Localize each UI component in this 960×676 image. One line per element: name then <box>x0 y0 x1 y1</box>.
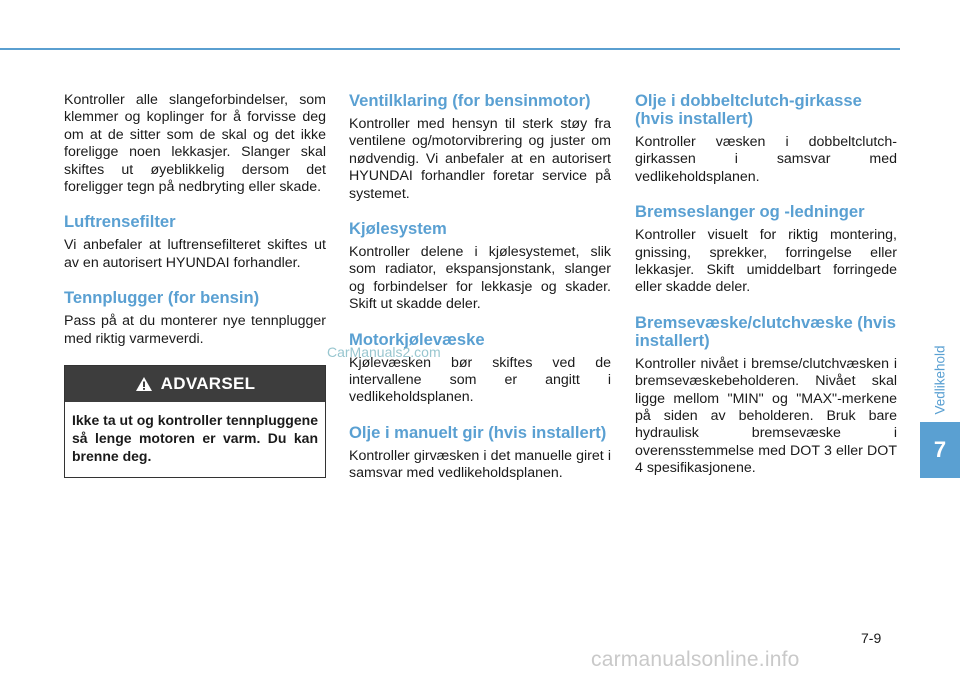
chapter-side-label: Vedlikehold <box>932 345 948 415</box>
brake-fluid-text: Kontroller nivået i bremse/clutchvæsken i bremsevæskebeholderen. Nivået skal ligge mellom "MIN" og "MAX"-merkene på siden av beholderen. Bruk bare hydraulisk bremsevæske i overensstemmelse med DOT 3 eller DOT 4 spesifikasjonene. <box>635 355 897 477</box>
warning-box <box>64 365 326 478</box>
watermark-middle: CarManuals2.com <box>327 344 441 360</box>
manual-gear-text: Kontroller girvæsken i det manuelle giret i samsvar med vedlikeholdsplanen. <box>349 447 611 482</box>
warning-triangle-icon <box>135 376 153 392</box>
valve-text: Kontroller med hensyn til sterk støy fra ventilene og/motorvibrering og juster om nødvendig. Vi anbefaler at en autorisert HYUNDAI forhandler foretar service på systemet. <box>349 116 611 202</box>
coolant-text: Kjølevæsken bør skiftes ved de intervallene som er angitt i vedlikeholdsplanen. <box>349 354 611 406</box>
column-middle <box>349 92 611 500</box>
page-number: 7-9 <box>861 630 882 646</box>
manual-gear-heading: Olje i manuelt gir (hvis installert) <box>349 422 607 442</box>
coolant-heading: Motorkjølevæske <box>349 329 485 349</box>
warning-header <box>65 366 325 402</box>
chapter-number: 7 <box>933 437 947 462</box>
brake-fluid-heading: Bremsevæske/clutchvæske (hvis installert) <box>635 312 897 350</box>
chapter-tab <box>920 422 960 478</box>
dct-heading: Olje i dobbeltclutch-girkasse (hvis installert) <box>635 91 862 128</box>
brake-lines-heading: Bremseslanger og -ledninger <box>635 202 865 222</box>
warning-text: Ikke ta ut og kontroller tennpluggene så lenge motoren er varm. Du kan brenne deg. <box>72 412 318 465</box>
cooling-heading: Kjølesystem <box>349 219 447 239</box>
brake-lines-text: Kontroller visuelt for riktig montering, gnissing, sprekker, forringelse eller lekkasjer. Skift umiddelbart forringede eller skadde deler. <box>635 227 897 296</box>
dct-text: Kontroller væsken i dobbeltclutch-girkassen i samsvar med vedlikeholdsplanen. <box>635 134 897 185</box>
intro-paragraph: Kontroller alle slangeforbindelser, som klemmer og koplinger for å forvisse deg om at de sitter som de skal og det ikke foreligge noen lekkasjer. Slanger skal skiftes ut øyeblikkelig dersom det foreligger tegn på nedbryting eller skade. <box>64 92 326 196</box>
cooling-text: Kontroller delene i kjølesystemet, slik som radiator, ekspansjonstank, slanger og forbindelser for lekkasje og skader. Skift ut skadde deler. <box>349 244 611 313</box>
spark-plugs-heading: Tennplugger (for bensin) <box>64 288 260 308</box>
column-right <box>635 92 897 495</box>
valve-heading: Ventilklaring (for bensinmotor) <box>349 91 591 110</box>
air-filter-text: Vi anbefaler at luftrensefilteret skiftes ut av en autorisert HYUNDAI forhandler. <box>64 237 326 271</box>
watermark-bottom: carmanualsonline.info <box>591 648 800 671</box>
top-rule <box>0 48 900 50</box>
column-left <box>64 92 326 478</box>
air-filter-heading: Luftrensefilter <box>64 212 176 232</box>
warning-title: ADVARSEL <box>160 374 256 394</box>
spark-plugs-text: Pass på at du monterer nye tennplugger med riktig varmeverdi. <box>64 313 326 347</box>
